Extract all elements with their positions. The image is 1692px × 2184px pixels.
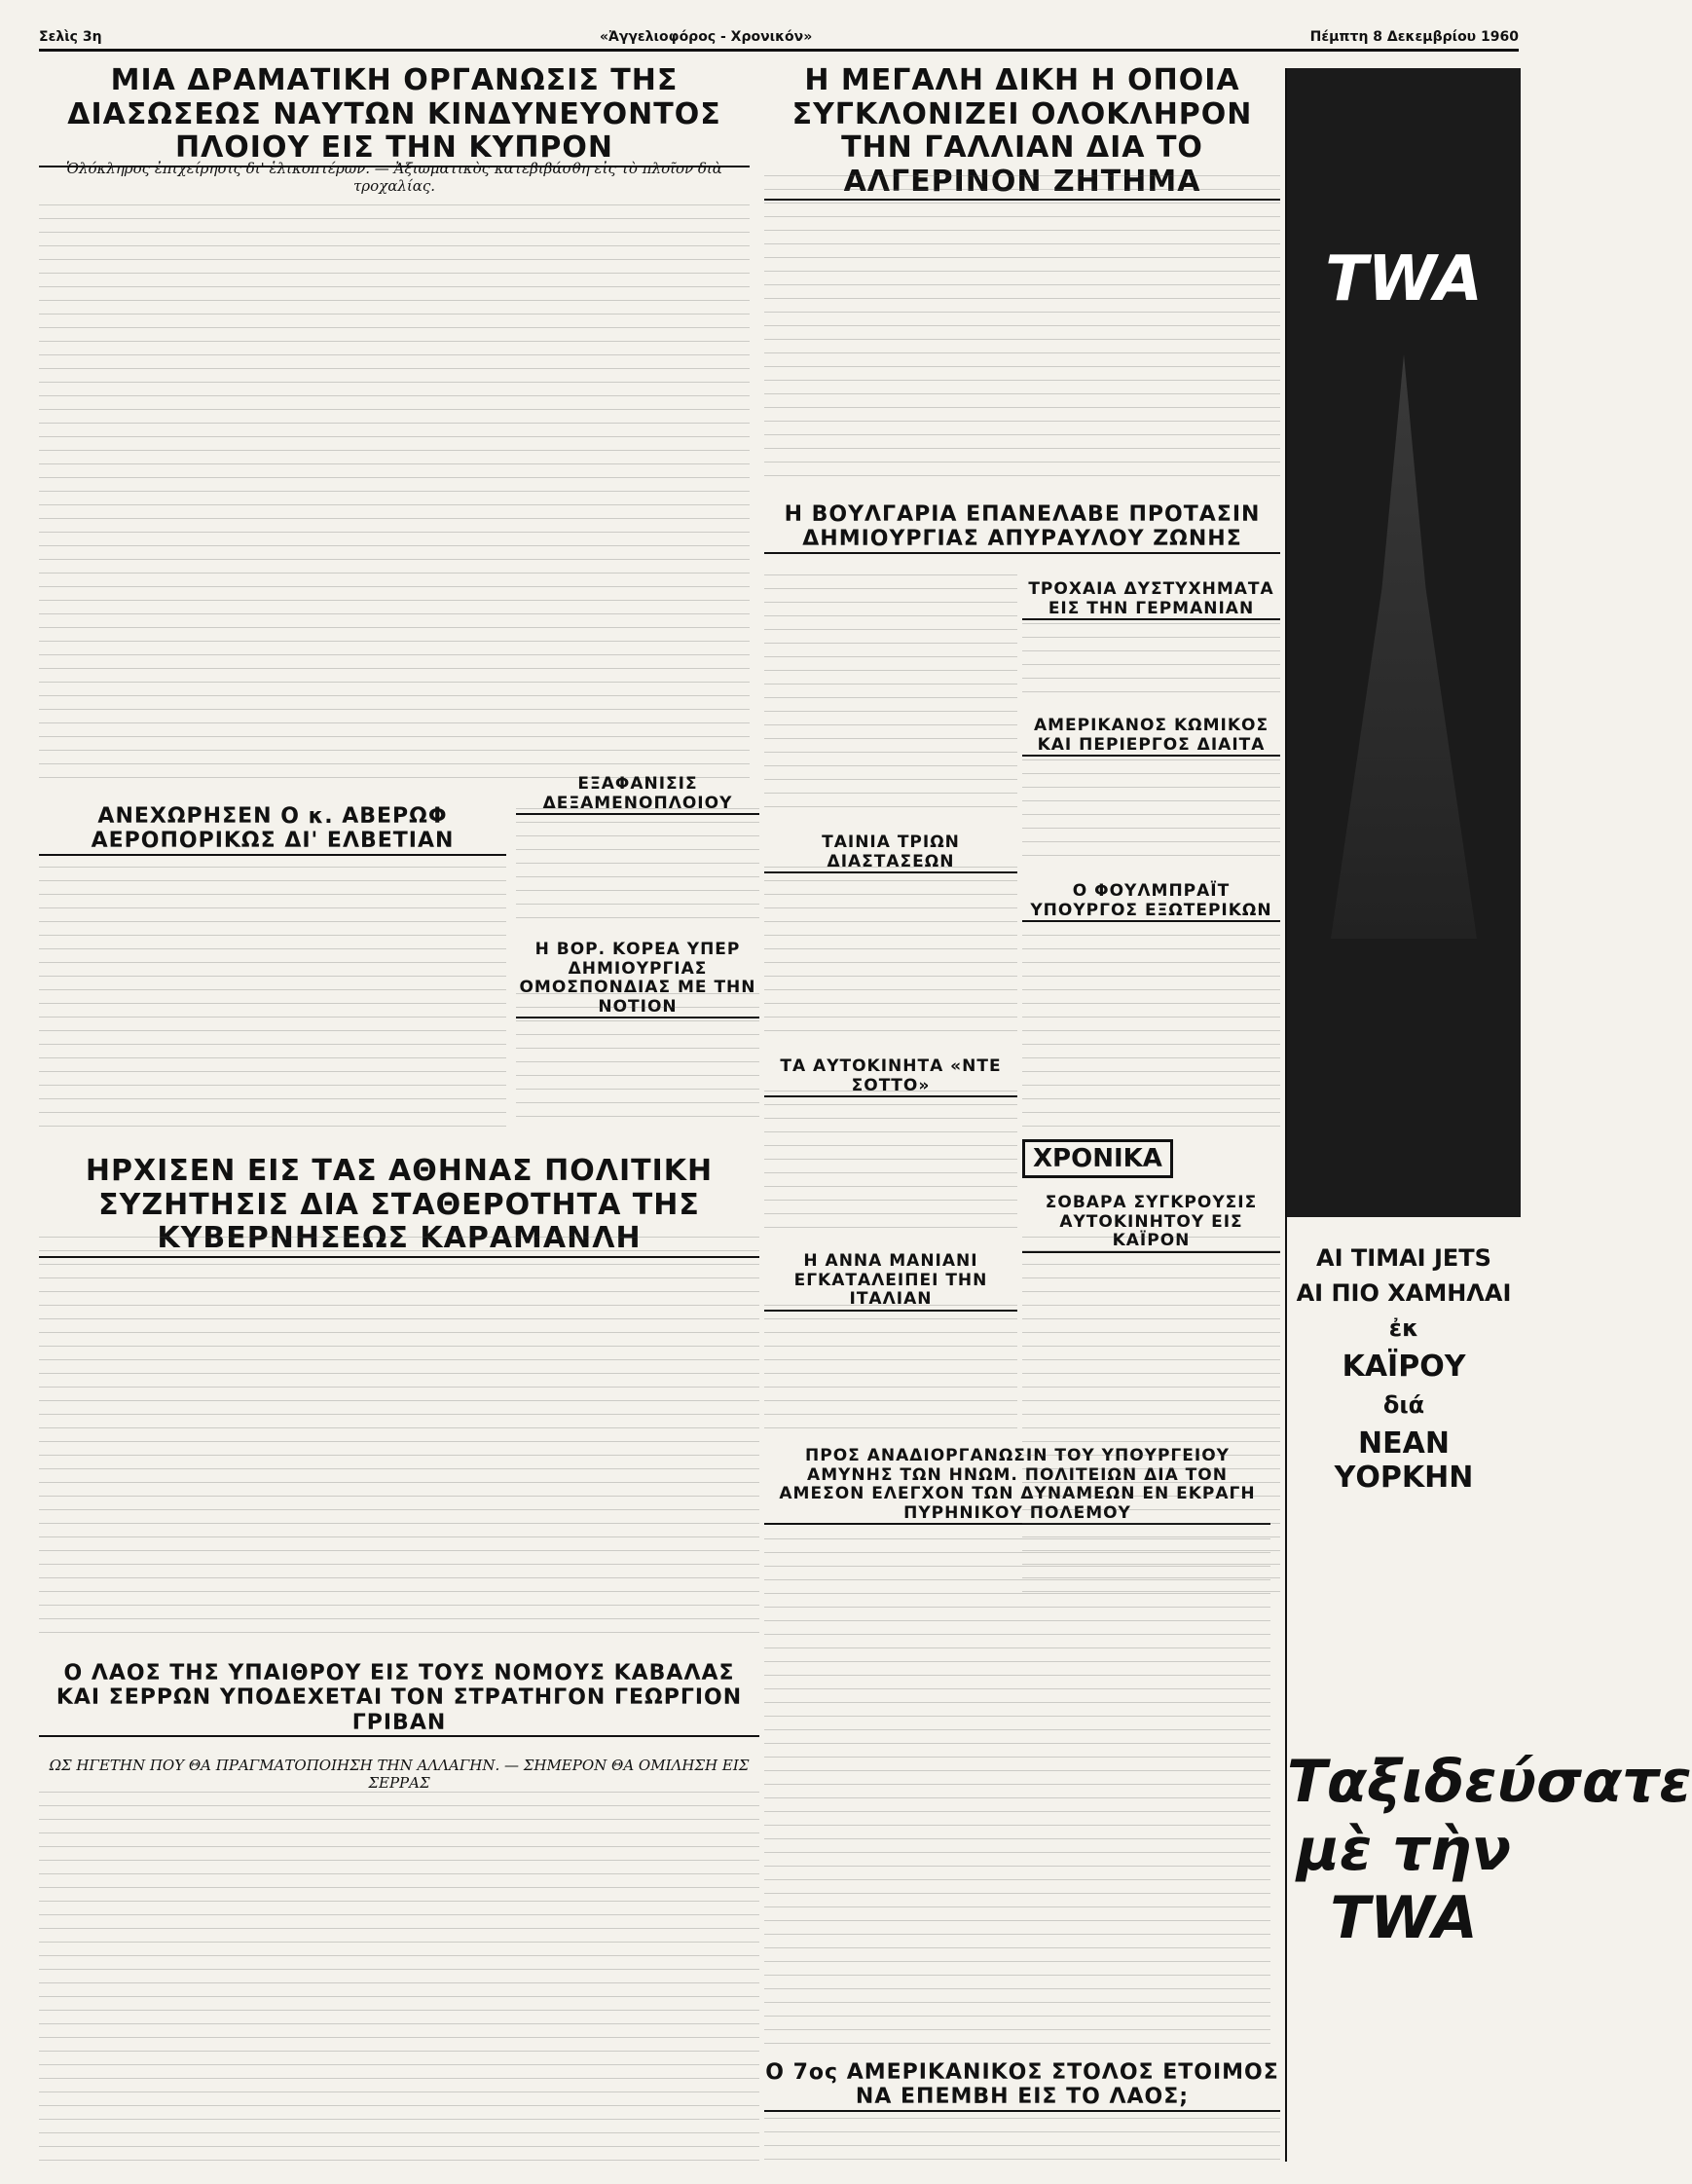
article-algeria-body — [764, 175, 1280, 487]
article-comedian-title: ΑΜΕΡΙΚΑΝΟΣ ΚΩΜΙΚΟΣ ΚΑΙ ΠΕΡΙΕΡΓΟΣ ΔΙΑΙΤΑ — [1022, 717, 1280, 757]
article-cyprus-subtitle: Ὁλόκληρος ἐπιχείρησις δι' ἑλικοπτέρων. — Ἀξιωματικὸς κατεβιβάσθη εἰς τὸ πλοῖον διὰ τροχαλίας. — [66, 160, 722, 195]
article-fulbright-title: Ο ΦΟΥΛΜΠΡΑΪΤ ΥΠΟΥΡΓΟΣ ΕΞΩΤΕΡΙΚΩΝ — [1022, 882, 1280, 922]
article-defense-title: ΠΡΟΣ ΑΝΑΔΙΟΡΓΑΝΩΣΙΝ ΤΟΥ ΥΠΟΥΡΓΕΙΟΥ ΑΜΥΝΗΣ ΤΩΝ ΗΝΩΜ. ΠΟΛΙΤΕΙΩΝ ΔΙΑ ΤΟΝ ΑΜΕΣΟΝ ΕΛΕΓΧΟΝ ΤΩΝ ΔΥΝΑΜΕΩΝ ΕΝ ΕΚΡΑΓΗ ΠΥΡΗΝΙΚΟΥ ΠΟΛΕΜΟΥ — [764, 1447, 1270, 1525]
chronika-label: ΧΡΟΝΙΚΑ — [1022, 1139, 1173, 1178]
ad-line4: ΚΑΪΡΟΥ — [1342, 1350, 1466, 1384]
ad-line3: ἐκ — [1388, 1314, 1419, 1342]
ad-line6: ΝΕΑΝ ΥΟΡΚΗΝ — [1334, 1426, 1474, 1495]
article-grivas-title: Ο ΛΑΟΣ ΤΗΣ ΥΠΑΙΘΡΟΥ ΕΙΣ ΤΟΥΣ ΝΟΜΟΥΣ ΚΑΒΑΛΑΣ ΚΑΙ ΣΕΡΡΩΝ ΥΠΟΔΕΧΕΤΑΙ ΤΟΝ ΣΤΡΑΤΗΓΟΝ ΓΕΩΡΓΙΟΝ ΓΡΙΒΑΝ — [39, 1661, 759, 1737]
article-cairo-crash-title: ΣΟΒΑΡΑ ΣΥΓΚΡΟΥΣΙΣ ΑΥΤΟΚΙΝΗΤΟΥ ΕΙΣ ΚΑΪΡΟΝ — [1022, 1194, 1280, 1253]
twa-logo: TWA — [1325, 243, 1483, 315]
ad-line2: ΑΙ ΠΙΟ ΧΑΜΗΛΑΙ — [1296, 1279, 1512, 1307]
eiffel-tower-icon — [1331, 354, 1477, 939]
newspaper-name: «Ἀγγελιοφόρος - Χρονικόν» — [599, 29, 813, 45]
newspaper-page — [39, 29, 1692, 2162]
article-bulgaria-header — [764, 497, 1280, 565]
article-karamanlis-title: ΗΡΧΙΣΕΝ ΕΙΣ ΤΑΣ ΑΘΗΝΑΣ ΠΟΛΙΤΙΚΗ ΣΥΖΗΤΗΣΙΣ ΔΙΑ ΣΤΑΘΕΡΟΤΗΤΑ ΤΗΣ ΚΥΒΕΡΝΗΣΕΩΣ ΚΑΡΑΜΑΝΛΗ — [39, 1155, 759, 1258]
article-magnani-title: Η ΑΝΝΑ ΜΑΝΙΑΝΙ ΕΓΚΑΤΑΛΕΙΠΕΙ ΤΗΝ ΙΤΑΛΙΑΝ — [764, 1252, 1017, 1312]
article-7th-fleet-title: Ο 7ος ΑΜΕΡΙΚΑΝΙΚΟΣ ΣΤΟΛΟΣ ΕΤΟΙΜΟΣ ΝΑ ΕΠΕΜΒΗ ΕΙΣ ΤΟ ΛΑΟΣ; — [764, 2060, 1280, 2112]
article-germany-title: ΤΡΟΧΑΙΑ ΔΥΣΤΥΧΗΜΑΤΑ ΕΙΣ ΤΗΝ ΓΕΡΜΑΝΙΑΝ — [1022, 580, 1280, 620]
ad-line1: ΑΙ ΤΙΜΑΙ JETS — [1316, 1244, 1491, 1272]
ad-footer: Ταξιδεύσατε μὲ τὴν TWA — [1287, 1748, 1692, 1952]
article-desoto-title: ΤΑ ΑΥΤΟΚΙΝΗΤΑ «ΝΤΕ ΣΟΤΤΟ» — [764, 1057, 1017, 1097]
article-3d-film-title: ΤΑΙΝΙΑ ΤΡΙΩΝ ΔΙΑΣΤΑΣΕΩΝ — [764, 833, 1017, 873]
masthead — [39, 29, 1519, 52]
article-tanker-title: ΕΞΑΦΑΝΙΣΙΣ ΔΕΞΑΜΕΝΟΠΛΟΙΟΥ — [516, 775, 759, 815]
article-bulgaria-body — [764, 574, 1017, 818]
article-cyprus-header — [39, 58, 750, 165]
article-bulgaria-title: Η ΒΟΥΛΓΑΡΙΑ ΕΠΑΝΕΛΑΒΕ ΠΡΟΤΑΣΙΝ ΔΗΜΙΟΥΡΓΙΑΣ ΑΠΥΡΑΥΛΟΥ ΖΩΝΗΣ — [764, 502, 1280, 554]
article-averof-title: ΑΝΕΧΩΡΗΣΕΝ Ο κ. ΑΒΕΡΩΦ ΑΕΡΟΠΟΡΙΚΩΣ ΔΙ' ΕΛΒΕΤΙΑΝ — [39, 804, 506, 856]
issue-date: Πέμπτη 8 Δεκεμβρίου 1960 — [1309, 29, 1519, 45]
twa-advertisement — [1285, 68, 1692, 2162]
article-grivas-subtitle: ΩΣ ΗΓΕΤΗΝ ΠΟΥ ΘΑ ΠΡΑΓΜΑΤΟΠΟΙΗΣΗ ΤΗΝ ΑΛΛΑΓΗΝ. — ΣΗΜΕΡΟΝ ΘΑ ΟΜΙΛΗΣΗ ΕΙΣ ΣΕΡΡΑΣ — [49, 1757, 750, 1792]
article-algeria-header — [764, 58, 1280, 199]
page-number: Σελὶς 3η — [39, 29, 102, 45]
article-korea-title: Η ΒΟΡ. ΚΟΡΕΑ ΥΠΕΡ ΔΗΜΙΟΥΡΓΙΑΣ ΟΜΟΣΠΟΝΔΙΑΣ ΜΕ ΤΗΝ ΝΟΤΙΟΝ — [516, 941, 759, 1018]
article-cyprus-body — [39, 204, 750, 789]
article-cyprus-title: ΜΙΑ ΔΡΑΜΑΤΙΚΗ ΟΡΓΑΝΩΣΙΣ ΤΗΣ ΔΙΑΣΩΣΕΩΣ ΝΑΥΤΩΝ ΚΙΝΔΥΝΕΥΟΝΤΟΣ ΠΛΟΙΟΥ ΕΙΣ ΤΗΝ ΚΥΠΡΟΝ — [39, 64, 750, 167]
ad-line5: διά — [1382, 1391, 1425, 1419]
article-algeria-title: Η ΜΕΓΑΛΗ ΔΙΚΗ Η ΟΠΟΙΑ ΣΥΓΚΛΟΝΙΖΕΙ ΟΛΟΚΛΗΡΟΝ ΤΗΝ ΓΑΛΛΙΑΝ ΔΙΑ ΤΟ ΑΛΓΕΡΙΝΟΝ ΖΗΤΗΜΑ — [764, 64, 1280, 201]
